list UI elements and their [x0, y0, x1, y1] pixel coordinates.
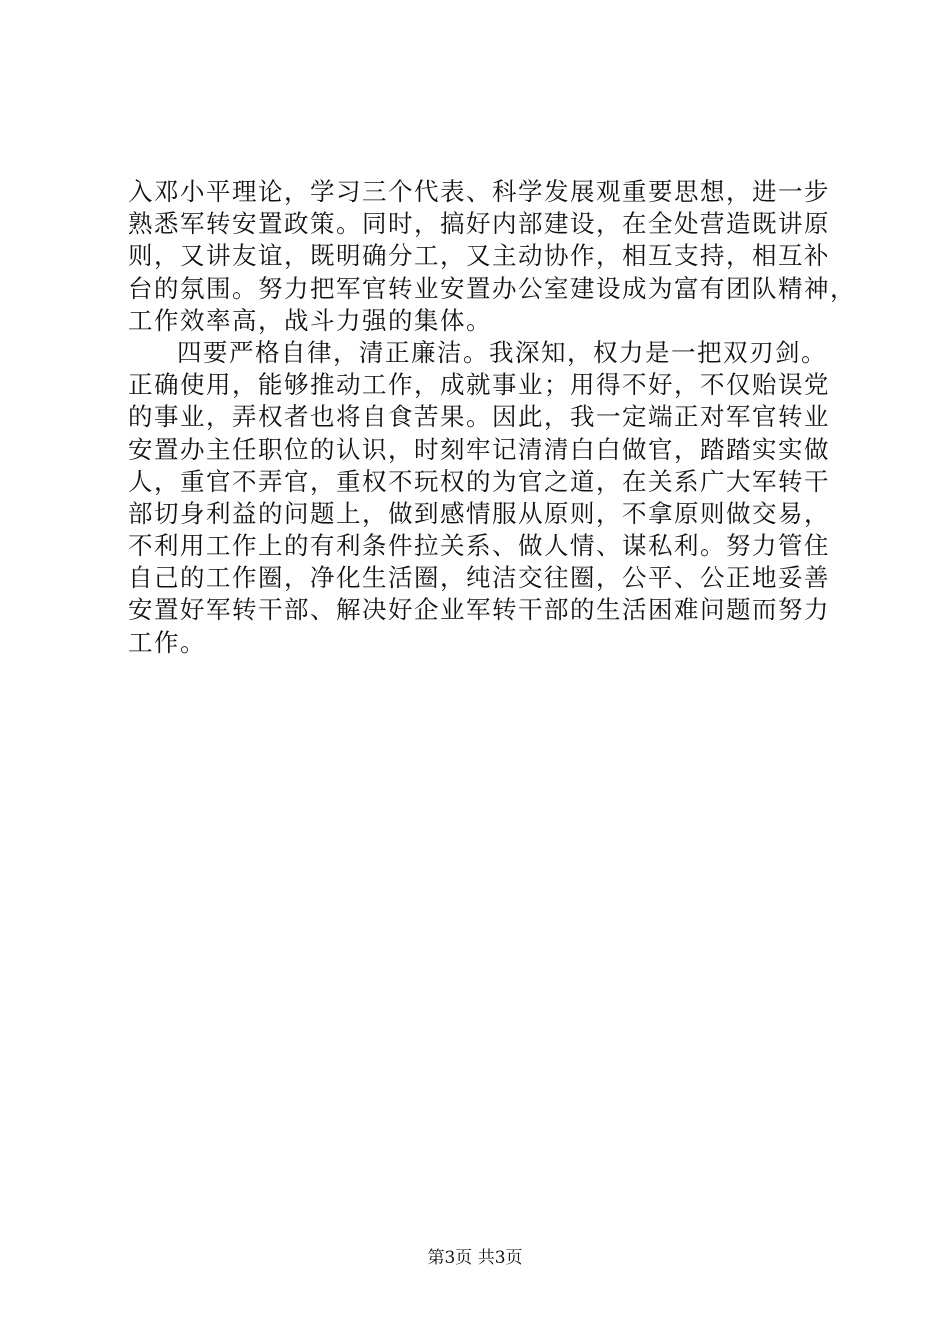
- paragraph-2-line-10: 工作。: [128, 627, 206, 657]
- paragraph-2-line-8: 自己的工作圈，净化生活圈，纯洁交往圈，公平、公正地妥善: [128, 563, 830, 593]
- paragraph-1-line-2: 熟悉军转安置政策。同时，搞好内部建设，在全处营造既讲原: [128, 209, 830, 239]
- paragraph-2-line-2: 正确使用，能够推动工作，成就事业；用得不好，不仅贻误党: [128, 370, 830, 400]
- page-number-footer: 第3页 共3页: [427, 1248, 523, 1268]
- paragraph-2-line-1: 四要严格自律，清正廉洁。我深知，权力是一把双刃剑。: [177, 337, 827, 367]
- paragraph-1-line-1: 入邓小平理论，学习三个代表、科学发展观重要思想，进一步: [128, 177, 830, 206]
- paragraph-2-line-3: 的事业，弄权者也将自食苦果。因此，我一定端正对军官转业: [128, 402, 830, 432]
- paragraph-2-line-6: 部切身利益的问题上，做到感情服从原则，不拿原则做交易，: [128, 498, 830, 528]
- paragraph-1-line-4: 台的氛围。努力把军官转业安置办公室建设成为富有团队精神，: [128, 273, 856, 303]
- document-body: [128, 176, 856, 659]
- paragraph-1-line-3: 则，又讲友谊，既明确分工，又主动协作，相互支持，相互补: [128, 241, 830, 271]
- paragraph-2-line-4: 安置办主任职位的认识，时刻牢记清清白白做官，踏踏实实做: [128, 434, 830, 464]
- paragraph-2-line-9: 安置好军转干部、解决好企业军转干部的生活困难问题而努力: [128, 595, 830, 625]
- paragraph-2-line-7: 不利用工作上的有利条件拉关系、做人情、谋私利。努力管住: [128, 531, 830, 561]
- paragraph-2-line-5: 人，重官不弄官，重权不玩权的为官之道，在关系广大军转干: [128, 466, 830, 496]
- paragraph-1-line-5: 工作效率高，战斗力强的集体。: [128, 305, 492, 335]
